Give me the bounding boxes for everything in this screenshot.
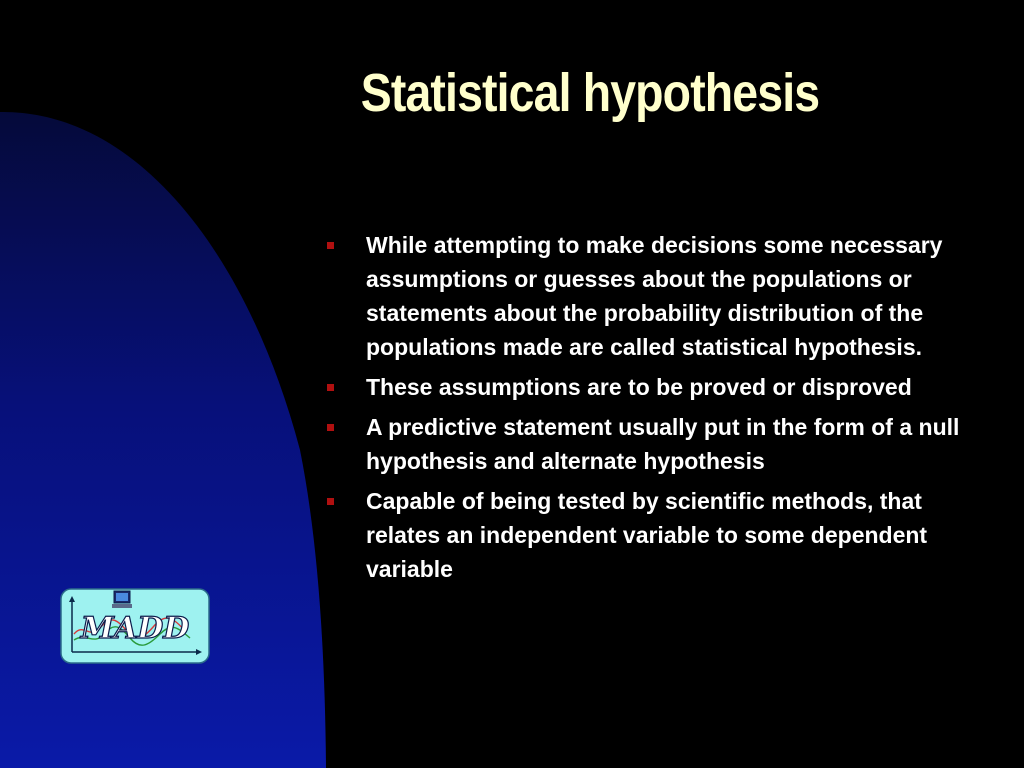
logo-text: MADD bbox=[80, 611, 190, 646]
bullet-text: These assumptions are to be proved or disproved bbox=[366, 374, 912, 400]
slide-title: Statistical hypothesis bbox=[360, 63, 820, 123]
bullet-item bbox=[322, 370, 1002, 404]
bullet-list bbox=[322, 228, 1002, 592]
bullet-item bbox=[322, 228, 1002, 364]
bullet-text: A predictive statement usually put in the form of a null hypothesis and alternate hypothesis bbox=[366, 414, 960, 474]
bullet-text: Capable of being tested by scientific methods, that relates an independent variable to some dependent variable bbox=[366, 488, 928, 582]
bullet-text: While attempting to make decisions some necessary assumptions or guesses about the populations or statements about the probability distribution of the populations made are called statistical hypothesis. bbox=[366, 232, 943, 360]
madd-logo bbox=[60, 588, 210, 664]
square-bullet-icon bbox=[327, 498, 334, 505]
square-bullet-icon bbox=[327, 242, 334, 249]
bullet-item bbox=[322, 484, 1002, 586]
square-bullet-icon bbox=[327, 424, 334, 431]
square-bullet-icon bbox=[327, 384, 334, 391]
bullet-item bbox=[322, 410, 1002, 478]
